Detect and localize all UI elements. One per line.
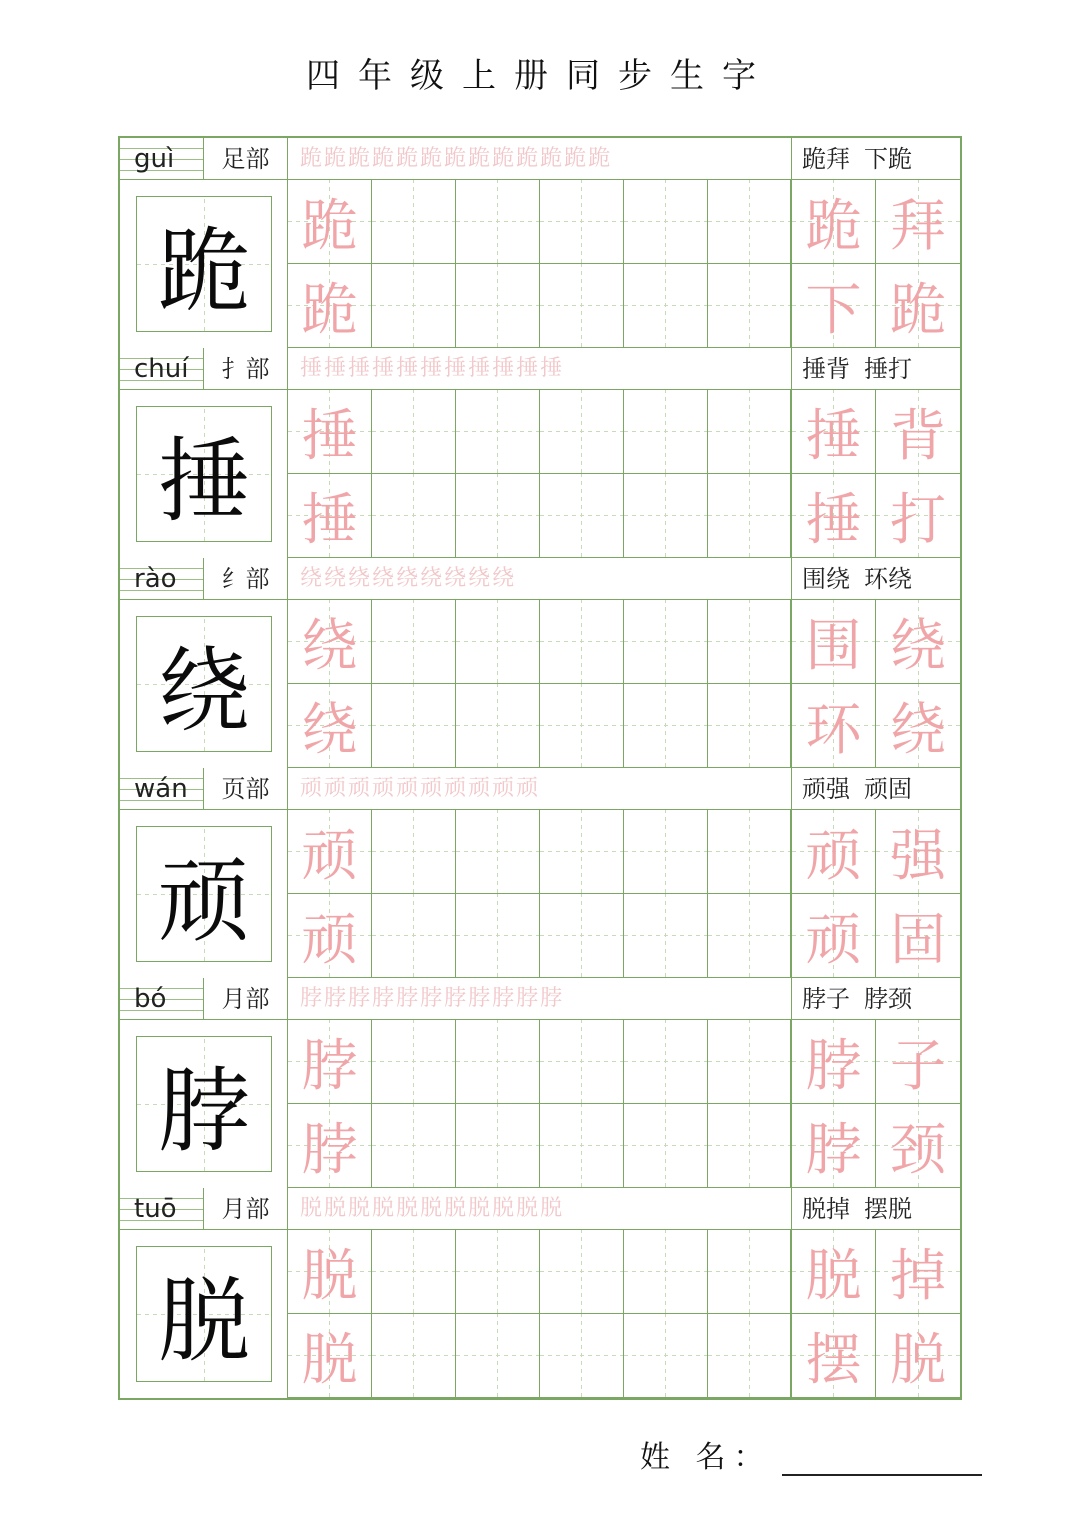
- stroke-step: 捶: [396, 356, 421, 381]
- practice-cell[interactable]: [624, 474, 708, 558]
- practice-cell[interactable]: [624, 1314, 708, 1398]
- stroke-step: 捶: [324, 356, 349, 381]
- practice-cell[interactable]: [624, 1230, 708, 1314]
- stroke-step: 绕: [468, 566, 493, 591]
- trace-word-cell: 摆: [792, 1314, 876, 1398]
- stroke-step: 跪: [492, 146, 517, 171]
- practice-cell[interactable]: [624, 1104, 708, 1188]
- practice-cell[interactable]: [456, 1020, 540, 1104]
- trace-char-cell: 跪: [288, 264, 372, 348]
- char-header-row: [120, 1188, 960, 1230]
- stroke-step: 顽: [492, 776, 517, 801]
- stroke-step: 脖: [540, 986, 565, 1011]
- practice-cell[interactable]: [372, 1230, 456, 1314]
- practice-cell[interactable]: [456, 474, 540, 558]
- stroke-step: 跪: [300, 146, 325, 171]
- stroke-step: 脱: [540, 1196, 565, 1221]
- practice-cell[interactable]: [540, 1230, 624, 1314]
- stroke-step: 捶: [300, 356, 325, 381]
- practice-cell[interactable]: [624, 894, 708, 978]
- trace-word-cell: 掉: [876, 1230, 960, 1314]
- trace-word-cell: 捶: [792, 474, 876, 558]
- example-word: 下跪: [864, 145, 912, 173]
- pinyin: guì: [120, 138, 204, 180]
- stroke-step: 顽: [420, 776, 445, 801]
- practice-cell[interactable]: [372, 180, 456, 264]
- stroke-step: 脖: [516, 986, 541, 1011]
- stroke-step: 脖: [372, 986, 397, 1011]
- practice-cell[interactable]: [708, 1230, 792, 1314]
- stroke-step: 顽: [396, 776, 421, 801]
- stroke-step: 脱: [516, 1196, 541, 1221]
- stroke-step: 脖: [420, 986, 445, 1011]
- practice-cell[interactable]: [456, 1104, 540, 1188]
- stroke-step: 跪: [324, 146, 349, 171]
- trace-word-cell: 脖: [792, 1020, 876, 1104]
- model-char-cell: [120, 1230, 288, 1398]
- example-word: 脱掉: [802, 1195, 850, 1223]
- trace-word-cell: 脖: [792, 1104, 876, 1188]
- trace-char-cell: 顽: [288, 810, 372, 894]
- stroke-step: 脱: [300, 1196, 325, 1221]
- practice-cell[interactable]: [540, 894, 624, 978]
- stroke-step: 顽: [348, 776, 373, 801]
- stroke-step: 脱: [372, 1196, 397, 1221]
- practice-cell[interactable]: [372, 894, 456, 978]
- trace-word-cell: 子: [876, 1020, 960, 1104]
- stroke-step: 脱: [468, 1196, 493, 1221]
- stroke-order: [288, 1188, 792, 1230]
- stroke-step: 捶: [348, 356, 373, 381]
- stroke-step: 脖: [324, 986, 349, 1011]
- practice-cell[interactable]: [708, 1020, 792, 1104]
- stroke-step: 绕: [300, 566, 325, 591]
- practice-cell[interactable]: [456, 810, 540, 894]
- char-header-row: [120, 558, 960, 600]
- model-char-cell: [120, 390, 288, 558]
- stroke-step: 跪: [444, 146, 469, 171]
- trace-word-cell: 围: [792, 600, 876, 684]
- stroke-step: 跪: [372, 146, 397, 171]
- example-words: [792, 1188, 960, 1230]
- practice-cell[interactable]: [624, 600, 708, 684]
- stroke-step: 跪: [420, 146, 445, 171]
- stroke-order: [288, 348, 792, 390]
- stroke-step: 跪: [564, 146, 589, 171]
- stroke-step: 跪: [396, 146, 421, 171]
- practice-cell[interactable]: [372, 684, 456, 768]
- practice-cell[interactable]: [372, 264, 456, 348]
- char-block: [120, 978, 960, 1188]
- stroke-step: 脖: [468, 986, 493, 1011]
- practice-cell[interactable]: [372, 600, 456, 684]
- trace-char-cell: 脱: [288, 1314, 372, 1398]
- model-char: 脱: [136, 1246, 272, 1382]
- char-block: [120, 348, 960, 558]
- example-word: 跪拜: [802, 145, 850, 173]
- trace-word-cell: 绕: [876, 600, 960, 684]
- stroke-order: [288, 558, 792, 600]
- practice-cell[interactable]: [540, 684, 624, 768]
- practice-cell[interactable]: [540, 810, 624, 894]
- practice-cell[interactable]: [540, 600, 624, 684]
- practice-cell[interactable]: [372, 474, 456, 558]
- radical: 月部: [204, 978, 288, 1020]
- trace-char-cell: 脖: [288, 1020, 372, 1104]
- stroke-step: 跪: [348, 146, 373, 171]
- practice-cell[interactable]: [624, 810, 708, 894]
- trace-word-cell: 固: [876, 894, 960, 978]
- example-word: 摆脱: [864, 1195, 912, 1223]
- stroke-step: 脱: [444, 1196, 469, 1221]
- trace-char-cell: 脖: [288, 1104, 372, 1188]
- trace-word-cell: 背: [876, 390, 960, 474]
- practice-cell[interactable]: [708, 600, 792, 684]
- trace-char-cell: 绕: [288, 684, 372, 768]
- trace-word-cell: 绕: [876, 684, 960, 768]
- practice-cell[interactable]: [540, 1020, 624, 1104]
- stroke-step: 捶: [516, 356, 541, 381]
- char-block: [120, 558, 960, 768]
- practice-cell[interactable]: [540, 1314, 624, 1398]
- trace-word-cell: 颈: [876, 1104, 960, 1188]
- stroke-step: 脖: [492, 986, 517, 1011]
- practice-cell[interactable]: [372, 390, 456, 474]
- trace-char-cell: 绕: [288, 600, 372, 684]
- stroke-step: 绕: [492, 566, 517, 591]
- stroke-step: 捶: [372, 356, 397, 381]
- practice-cell[interactable]: [708, 180, 792, 264]
- practice-cell[interactable]: [456, 894, 540, 978]
- practice-cell[interactable]: [708, 684, 792, 768]
- trace-word-cell: 脱: [876, 1314, 960, 1398]
- practice-cell[interactable]: [708, 1314, 792, 1398]
- stroke-step: 绕: [324, 566, 349, 591]
- practice-cell[interactable]: [708, 1104, 792, 1188]
- stroke-step: 绕: [372, 566, 397, 591]
- trace-word-cell: 环: [792, 684, 876, 768]
- trace-word-cell: 顽: [792, 894, 876, 978]
- trace-word-cell: 脱: [792, 1230, 876, 1314]
- practice-cell[interactable]: [540, 1104, 624, 1188]
- practice-cell[interactable]: [372, 1020, 456, 1104]
- stroke-step: 跪: [540, 146, 565, 171]
- page-title: 四年级上册同步生字: [306, 56, 774, 96]
- practice-cell[interactable]: [708, 474, 792, 558]
- char-header-row: [120, 768, 960, 810]
- example-words: [792, 348, 960, 390]
- stroke-step: 脖: [396, 986, 421, 1011]
- char-header-row: [120, 348, 960, 390]
- practice-cell[interactable]: [708, 894, 792, 978]
- stroke-step: 绕: [444, 566, 469, 591]
- char-block: [120, 768, 960, 978]
- stroke-step: 顽: [444, 776, 469, 801]
- practice-cell[interactable]: [456, 684, 540, 768]
- char-header-row: [120, 978, 960, 1020]
- pinyin: wán: [120, 768, 204, 810]
- stroke-step: 捶: [420, 356, 445, 381]
- radical: 页部: [204, 768, 288, 810]
- stroke-step: 顽: [516, 776, 541, 801]
- stroke-step: 脱: [324, 1196, 349, 1221]
- trace-word-cell: 捶: [792, 390, 876, 474]
- stroke-step: 脱: [420, 1196, 445, 1221]
- example-words: [792, 138, 960, 180]
- practice-cell[interactable]: [708, 264, 792, 348]
- trace-char-cell: 捶: [288, 390, 372, 474]
- practice-cell[interactable]: [708, 810, 792, 894]
- model-char: 顽: [136, 826, 272, 962]
- example-words: [792, 768, 960, 810]
- model-char-cell: [120, 810, 288, 978]
- stroke-step: 跪: [588, 146, 613, 171]
- stroke-step: 脱: [492, 1196, 517, 1221]
- practice-cell[interactable]: [540, 474, 624, 558]
- example-word: 顽固: [864, 775, 912, 803]
- name-blank-line[interactable]: [782, 1444, 982, 1476]
- model-char-cell: [120, 1020, 288, 1188]
- practice-cell[interactable]: [708, 390, 792, 474]
- example-word: 脖子: [802, 985, 850, 1013]
- stroke-step: 脱: [396, 1196, 421, 1221]
- stroke-step: 捶: [444, 356, 469, 381]
- pinyin: rào: [120, 558, 204, 600]
- stroke-step: 脱: [348, 1196, 373, 1221]
- model-char: 脖: [136, 1036, 272, 1172]
- stroke-step: 绕: [348, 566, 373, 591]
- practice-cell[interactable]: [624, 264, 708, 348]
- model-char: 绕: [136, 616, 272, 752]
- trace-word-cell: 打: [876, 474, 960, 558]
- practice-cell[interactable]: [624, 180, 708, 264]
- model-char: 捶: [136, 406, 272, 542]
- practice-cell[interactable]: [456, 1230, 540, 1314]
- practice-cell[interactable]: [624, 684, 708, 768]
- example-word: 顽强: [802, 775, 850, 803]
- stroke-step: 顽: [300, 776, 325, 801]
- stroke-order: [288, 978, 792, 1020]
- trace-char-cell: 脱: [288, 1230, 372, 1314]
- example-word: 脖颈: [864, 985, 912, 1013]
- stroke-step: 捶: [492, 356, 517, 381]
- name-field: [640, 1432, 982, 1476]
- trace-word-cell: 拜: [876, 180, 960, 264]
- radical: 纟部: [204, 558, 288, 600]
- stroke-step: 顽: [324, 776, 349, 801]
- name-label: 姓 名：: [640, 1440, 772, 1475]
- trace-word-cell: 下: [792, 264, 876, 348]
- stroke-step: 捶: [468, 356, 493, 381]
- practice-cell[interactable]: [540, 264, 624, 348]
- practice-cell[interactable]: [456, 1314, 540, 1398]
- char-block: [120, 138, 960, 348]
- stroke-step: 脖: [444, 986, 469, 1011]
- radical: 月部: [204, 1188, 288, 1230]
- example-word: 捶打: [864, 355, 912, 383]
- trace-word-cell: 强: [876, 810, 960, 894]
- radical: 扌部: [204, 348, 288, 390]
- model-char: 跪: [136, 196, 272, 332]
- example-word: 捶背: [802, 355, 850, 383]
- stroke-order: [288, 138, 792, 180]
- stroke-step: 顽: [468, 776, 493, 801]
- stroke-step: 绕: [396, 566, 421, 591]
- practice-cell[interactable]: [540, 180, 624, 264]
- practice-cell[interactable]: [372, 1104, 456, 1188]
- practice-cell[interactable]: [372, 810, 456, 894]
- stroke-order: [288, 768, 792, 810]
- stroke-step: 跪: [468, 146, 493, 171]
- practice-cell[interactable]: [624, 390, 708, 474]
- char-block: [120, 1188, 960, 1398]
- practice-cell[interactable]: [456, 390, 540, 474]
- practice-cell[interactable]: [540, 390, 624, 474]
- example-word: 环绕: [864, 565, 912, 593]
- radical: 足部: [204, 138, 288, 180]
- trace-word-cell: 顽: [792, 810, 876, 894]
- trace-word-cell: 跪: [792, 180, 876, 264]
- practice-sheet: [118, 136, 962, 1400]
- example-words: [792, 978, 960, 1020]
- model-char-cell: [120, 600, 288, 768]
- char-header-row: [120, 138, 960, 180]
- trace-char-cell: 捶: [288, 474, 372, 558]
- trace-char-cell: 跪: [288, 180, 372, 264]
- stroke-step: 捶: [540, 356, 565, 381]
- stroke-step: 绕: [420, 566, 445, 591]
- practice-cell[interactable]: [456, 600, 540, 684]
- stroke-step: 顽: [372, 776, 397, 801]
- trace-char-cell: 顽: [288, 894, 372, 978]
- practice-cell[interactable]: [372, 1314, 456, 1398]
- trace-word-cell: 跪: [876, 264, 960, 348]
- stroke-step: 脖: [348, 986, 373, 1011]
- practice-cell[interactable]: [456, 180, 540, 264]
- pinyin: bó: [120, 978, 204, 1020]
- practice-cell[interactable]: [456, 264, 540, 348]
- stroke-step: 跪: [516, 146, 541, 171]
- stroke-step: 脖: [300, 986, 325, 1011]
- pinyin: chuí: [120, 348, 204, 390]
- example-words: [792, 558, 960, 600]
- example-word: 围绕: [802, 565, 850, 593]
- model-char-cell: [120, 180, 288, 348]
- pinyin: tuō: [120, 1188, 204, 1230]
- practice-cell[interactable]: [624, 1020, 708, 1104]
